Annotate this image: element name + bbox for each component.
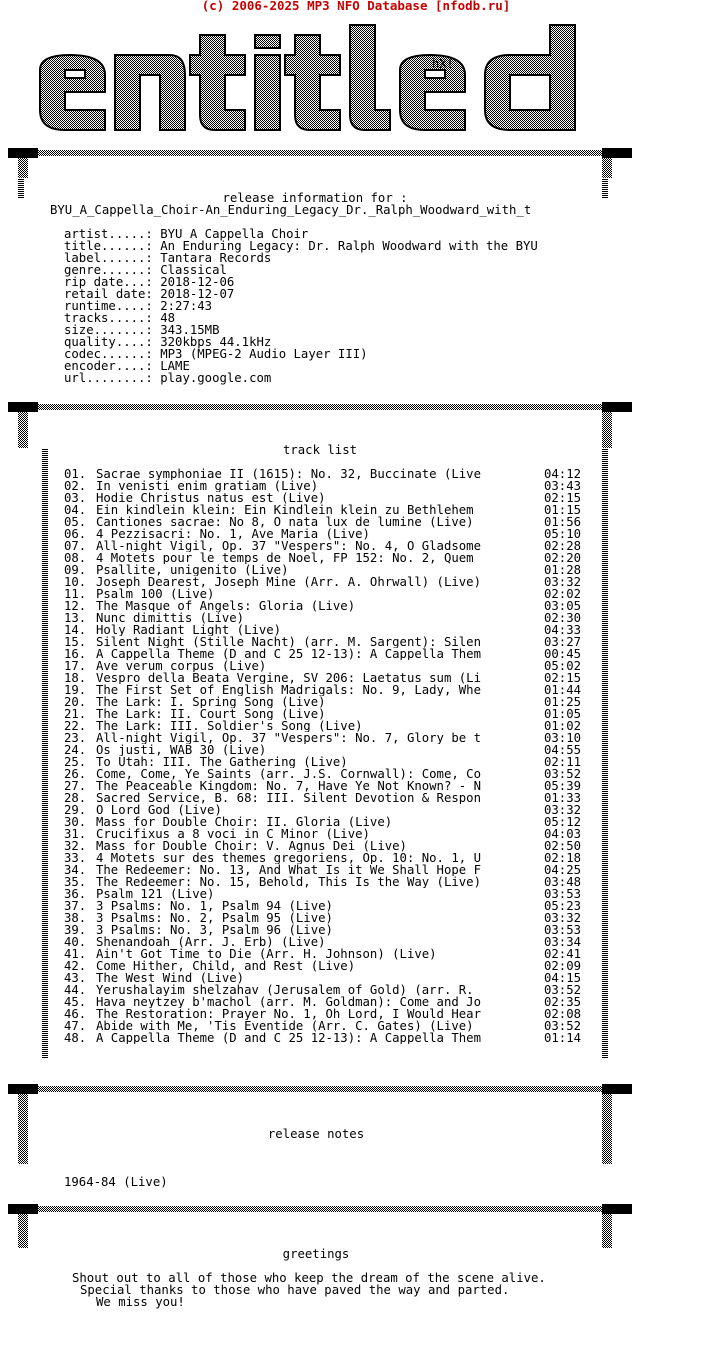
track-title: Mass for Double Choir: V. Agnus Dei (Live) bbox=[96, 840, 407, 852]
track-row bbox=[64, 684, 581, 696]
track-duration: 01:02 bbox=[544, 719, 582, 733]
track-row bbox=[64, 672, 581, 684]
track-title: Abide with Me, 'Tis Eventide (Arr. C. Gates) (Live) bbox=[96, 1020, 474, 1032]
info-field-label: title......: bbox=[64, 239, 153, 253]
track-duration: 05:10 bbox=[544, 527, 582, 541]
track-duration: 04:55 bbox=[544, 743, 582, 757]
track-number: 17. bbox=[64, 659, 87, 673]
track-duration: 00:45 bbox=[544, 647, 582, 661]
track-number: 43. bbox=[64, 971, 87, 985]
track-duration: 01:28 bbox=[544, 563, 582, 577]
track-title: Come, Come, Ye Saints (arr. J.S. Cornwall): Come, Co bbox=[96, 768, 481, 780]
track-title: Sacred Service, B. 68: III. Silent Devotion & Respon bbox=[96, 792, 481, 804]
track-duration: 02:41 bbox=[544, 947, 582, 961]
track-duration: 02:02 bbox=[544, 587, 582, 601]
track-row bbox=[64, 588, 581, 600]
track-number: 02. bbox=[64, 479, 87, 493]
release-notes-heading: release notes bbox=[267, 1127, 365, 1141]
track-row bbox=[64, 768, 581, 780]
track-row bbox=[64, 912, 581, 924]
track-number: 04. bbox=[64, 503, 87, 517]
track-title: The Restoration: Prayer No. 1, Oh Lord, I Would Hear bbox=[96, 1008, 481, 1020]
track-number: 29. bbox=[64, 803, 87, 817]
track-duration: 02:50 bbox=[544, 839, 582, 853]
track-duration: 03:52 bbox=[544, 1019, 582, 1033]
track-duration: 03:53 bbox=[544, 923, 582, 937]
info-field-label: label......: bbox=[64, 251, 153, 265]
track-title: Hodie Christus natus est (Live) bbox=[96, 492, 326, 504]
track-title: Come Hither, Child, and Rest (Live) bbox=[96, 960, 356, 972]
track-duration: 03:34 bbox=[544, 935, 582, 949]
track-row bbox=[64, 516, 581, 528]
track-number: 27. bbox=[64, 779, 87, 793]
track-duration: 02:15 bbox=[544, 491, 582, 505]
track-number: 24. bbox=[64, 743, 87, 757]
info-field-value: 2:27:43 bbox=[160, 299, 213, 313]
track-title: To Utah: III. The Gathering (Live) bbox=[96, 756, 348, 768]
track-title: All-night Vigil, Op. 37 "Vespers": No. 7, Glory be t bbox=[96, 732, 481, 744]
track-duration: 05:23 bbox=[544, 899, 582, 913]
track-number: 33. bbox=[64, 851, 87, 865]
track-title: Ain't Got Time to Die (Arr. H. Johnson) (Live) bbox=[96, 948, 437, 960]
info-field-label: retail date: bbox=[64, 287, 153, 301]
track-number: 36. bbox=[64, 887, 87, 901]
track-number: 18. bbox=[64, 671, 87, 685]
track-title: Silent Night (Stille Nacht) (arr. M. Sargent): Silen bbox=[96, 636, 481, 648]
track-title: A Cappella Theme (D and C 25 12-13): A Cappella Them bbox=[96, 648, 481, 660]
track-duration: 05:39 bbox=[544, 779, 582, 793]
track-title: The Lark: I. Spring Song (Live) bbox=[96, 696, 326, 708]
track-duration: 04:25 bbox=[544, 863, 582, 877]
track-duration: 02:15 bbox=[544, 671, 582, 685]
track-number: 38. bbox=[64, 911, 87, 925]
track-duration: 05:02 bbox=[544, 659, 582, 673]
track-title: Yerushalayim shelzahav (Jerusalem of Gold) (arr. R. bbox=[96, 984, 474, 996]
track-row bbox=[64, 936, 581, 948]
track-number: 22. bbox=[64, 719, 87, 733]
track-number: 06. bbox=[64, 527, 87, 541]
track-number: 13. bbox=[64, 611, 87, 625]
track-duration: 03:27 bbox=[544, 635, 582, 649]
track-duration: 03:52 bbox=[544, 767, 582, 781]
frame-top-release-notes bbox=[8, 1084, 632, 1164]
logo-tag: hX! bbox=[432, 57, 454, 71]
info-field-value: Classical bbox=[160, 263, 227, 277]
info-field-value: BYU A Cappella Choir bbox=[160, 227, 309, 241]
track-duration: 03:52 bbox=[544, 983, 582, 997]
track-number: 34. bbox=[64, 863, 87, 877]
info-field-value: play.google.com bbox=[160, 371, 272, 385]
track-row bbox=[64, 744, 581, 756]
track-title: The Lark: II. Court Song (Live) bbox=[96, 708, 326, 720]
track-duration: 02:35 bbox=[544, 995, 582, 1009]
track-row bbox=[64, 636, 581, 648]
track-row bbox=[64, 1032, 581, 1044]
track-duration: 02:30 bbox=[544, 611, 582, 625]
track-duration: 04:03 bbox=[544, 827, 582, 841]
greetings-line-3: We miss you! bbox=[96, 1295, 185, 1309]
info-field-value: LAME bbox=[160, 359, 190, 373]
track-title: 3 Psalms: No. 3, Psalm 96 (Live) bbox=[96, 924, 333, 936]
info-field-label: runtime....: bbox=[64, 299, 153, 313]
track-duration: 01:33 bbox=[544, 791, 582, 805]
track-title: All-night Vigil, Op. 37 "Vespers": No. 4, O Gladsome bbox=[96, 540, 481, 552]
greetings-line-1: Shout out to all of those who keep the dream of the scene alive. bbox=[72, 1271, 546, 1285]
info-field-value: 48 bbox=[160, 311, 176, 325]
track-number: 09. bbox=[64, 563, 87, 577]
track-row bbox=[64, 888, 581, 900]
track-title: The Redeemer: No. 13, And What Is it We Shall Hope F bbox=[96, 864, 481, 876]
track-row bbox=[64, 528, 581, 540]
track-title: Cantiones sacrae: No 8, O nata lux de lumine (Live) bbox=[96, 516, 474, 528]
track-row bbox=[64, 696, 581, 708]
track-number: 05. bbox=[64, 515, 87, 529]
info-field-label: codec......: bbox=[64, 347, 153, 361]
track-title: O Lord God (Live) bbox=[96, 804, 222, 816]
track-duration: 03:53 bbox=[544, 887, 582, 901]
track-title: The Lark: III. Soldier's Song (Live) bbox=[96, 720, 363, 732]
track-title: Sacrae symphoniae II (1615): No. 32, Buccinate (Live bbox=[96, 468, 481, 480]
track-title: In venisti enim gratiam (Live) bbox=[96, 480, 319, 492]
track-duration: 01:05 bbox=[544, 707, 582, 721]
track-row bbox=[64, 624, 581, 636]
track-duration: 03:05 bbox=[544, 599, 582, 613]
track-row bbox=[64, 948, 581, 960]
track-number: 01. bbox=[64, 467, 87, 481]
track-row bbox=[64, 816, 581, 828]
track-row bbox=[64, 984, 581, 996]
track-number: 46. bbox=[64, 1007, 87, 1021]
track-duration: 03:32 bbox=[544, 803, 582, 817]
info-field-label: artist.....: bbox=[64, 227, 153, 241]
frame-side-left bbox=[42, 448, 48, 1058]
track-duration: 04:33 bbox=[544, 623, 582, 637]
track-duration: 03:32 bbox=[544, 911, 582, 925]
track-number: 23. bbox=[64, 731, 87, 745]
track-row bbox=[64, 972, 581, 984]
frame-top-track-list bbox=[8, 402, 632, 448]
track-row bbox=[64, 1020, 581, 1032]
release-notes-text: 1964-84 (Live) bbox=[64, 1175, 168, 1189]
info-field-label: tracks.....: bbox=[64, 311, 153, 325]
track-duration: 03:32 bbox=[544, 575, 582, 589]
track-duration: 05:12 bbox=[544, 815, 582, 829]
track-number: 30. bbox=[64, 815, 87, 829]
track-row bbox=[64, 480, 581, 492]
track-row bbox=[64, 852, 581, 864]
track-row bbox=[64, 792, 581, 804]
track-row bbox=[64, 732, 581, 744]
track-duration: 01:56 bbox=[544, 515, 582, 529]
track-number: 16. bbox=[64, 647, 87, 661]
track-row bbox=[64, 564, 581, 576]
track-title: The Peaceable Kingdom: No. 7, Have Ye Not Known? - N bbox=[96, 780, 481, 792]
track-title: The First Set of English Madrigals: No. 9, Lady, Whe bbox=[96, 684, 481, 696]
track-number: 10. bbox=[64, 575, 87, 589]
info-field-value: An Enduring Legacy: Dr. Ralph Woodward with the BYU bbox=[160, 239, 538, 253]
frame-top-greetings bbox=[8, 1204, 632, 1248]
track-duration: 02:11 bbox=[544, 755, 582, 769]
track-number: 28. bbox=[64, 791, 87, 805]
track-row bbox=[64, 900, 581, 912]
info-field-value: 343.15MB bbox=[160, 323, 220, 337]
track-number: 31. bbox=[64, 827, 87, 841]
track-number: 20. bbox=[64, 695, 87, 709]
track-number: 07. bbox=[64, 539, 87, 553]
track-row bbox=[64, 492, 581, 504]
info-field-label: quality....: bbox=[64, 335, 153, 349]
track-title: 4 Motets sur des themes gregoriens, Op. 10: No. 1, U bbox=[96, 852, 481, 864]
track-number: 40. bbox=[64, 935, 87, 949]
track-duration: 02:20 bbox=[544, 551, 582, 565]
track-number: 47. bbox=[64, 1019, 87, 1033]
track-title: The Masque of Angels: Gloria (Live) bbox=[96, 600, 356, 612]
greetings-heading: greetings bbox=[282, 1247, 350, 1261]
track-number: 15. bbox=[64, 635, 87, 649]
track-title: 4 Pezzisacri: No. 1, Ave Maria (Live) bbox=[96, 528, 370, 540]
track-title: Shenandoah (Arr. J. Erb) (Live) bbox=[96, 936, 326, 948]
track-row bbox=[64, 864, 581, 876]
info-field-label: genre......: bbox=[64, 263, 153, 277]
frame-top-release-info bbox=[8, 148, 632, 178]
track-number: 03. bbox=[64, 491, 87, 505]
release-name: BYU_A_Cappella_Choir-An_Enduring_Legacy_Dr._Ralph_Woodward_with_t bbox=[50, 203, 532, 217]
entitled-logo bbox=[30, 20, 630, 140]
info-field-label: url........: bbox=[64, 371, 153, 385]
track-row bbox=[64, 780, 581, 792]
track-title: Psallite, unigenito (Live) bbox=[96, 564, 289, 576]
track-title: Hava neytzey b'machol (arr. M. Goldman): Come and Jo bbox=[96, 996, 481, 1008]
info-field-label: encoder....: bbox=[64, 359, 153, 373]
track-title: Os justi, WAB 30 (Live) bbox=[96, 744, 267, 756]
greetings-line-2: Special thanks to those who have paved the way and parted. bbox=[80, 1283, 510, 1297]
track-row bbox=[64, 660, 581, 672]
track-title: Psalm 100 (Live) bbox=[96, 588, 215, 600]
info-field-value: MP3 (MPEG-2 Audio Layer III) bbox=[160, 347, 368, 361]
track-duration: 02:08 bbox=[544, 1007, 582, 1021]
track-number: 11. bbox=[64, 587, 87, 601]
track-title: Crucifixus a 8 voci in C Minor (Live) bbox=[96, 828, 370, 840]
track-title: Psalm 121 (Live) bbox=[96, 888, 215, 900]
track-duration: 01:25 bbox=[544, 695, 582, 709]
track-row bbox=[64, 960, 581, 972]
track-number: 32. bbox=[64, 839, 87, 853]
track-row bbox=[64, 756, 581, 768]
track-duration: 01:44 bbox=[544, 683, 582, 697]
track-number: 19. bbox=[64, 683, 87, 697]
track-number: 44. bbox=[64, 983, 87, 997]
track-number: 35. bbox=[64, 875, 87, 889]
info-field-value: 2018-12-06 bbox=[160, 275, 235, 289]
track-duration: 01:14 bbox=[544, 1031, 582, 1045]
track-duration: 03:48 bbox=[544, 875, 582, 889]
track-duration: 03:43 bbox=[544, 479, 582, 493]
track-title: The West Wind (Live) bbox=[96, 972, 245, 984]
track-number: 14. bbox=[64, 623, 87, 637]
track-number: 45. bbox=[64, 995, 87, 1009]
info-field-row bbox=[64, 372, 271, 384]
track-number: 48. bbox=[64, 1031, 87, 1045]
frame-side-right bbox=[602, 448, 608, 1058]
track-row bbox=[64, 504, 581, 516]
track-title: Ein kindlein klein: Ein Kindlein klein zu Bethlehem bbox=[96, 504, 474, 516]
track-row bbox=[64, 840, 581, 852]
track-row bbox=[64, 828, 581, 840]
track-title: 4 Motets pour le temps de Noel, FP 152: No. 2, Quem bbox=[96, 552, 474, 564]
track-list-heading: track list bbox=[282, 443, 358, 457]
track-number: 37. bbox=[64, 899, 87, 913]
track-duration: 02:18 bbox=[544, 851, 582, 865]
track-row bbox=[64, 600, 581, 612]
track-row bbox=[64, 1008, 581, 1020]
info-field-label: size.......: bbox=[64, 323, 153, 337]
track-title: Vespro della Beata Vergine, SV 206: Laetatus sum (Li bbox=[96, 672, 481, 684]
track-row bbox=[64, 996, 581, 1008]
track-title: Nunc dimittis (Live) bbox=[96, 612, 245, 624]
track-duration: 02:28 bbox=[544, 539, 582, 553]
track-number: 41. bbox=[64, 947, 87, 961]
track-row bbox=[64, 708, 581, 720]
track-duration: 03:10 bbox=[544, 731, 582, 745]
track-row bbox=[64, 648, 581, 660]
track-row bbox=[64, 876, 581, 888]
track-title: Holy Radiant Light (Live) bbox=[96, 624, 282, 636]
track-row bbox=[64, 576, 581, 588]
track-number: 26. bbox=[64, 767, 87, 781]
track-number: 39. bbox=[64, 923, 87, 937]
track-row bbox=[64, 552, 581, 564]
track-title: 3 Psalms: No. 1, Psalm 94 (Live) bbox=[96, 900, 333, 912]
info-field-value: 320kbps 44.1kHz bbox=[160, 335, 272, 349]
track-number: 42. bbox=[64, 959, 87, 973]
info-field-value: Tantara Records bbox=[160, 251, 272, 265]
track-number: 12. bbox=[64, 599, 87, 613]
track-row bbox=[64, 804, 581, 816]
track-title: Ave verum corpus (Live) bbox=[96, 660, 267, 672]
track-row bbox=[64, 924, 581, 936]
track-title: The Redeemer: No. 15, Behold, This Is the Way (Live) bbox=[96, 876, 481, 888]
track-title: 3 Psalms: No. 2, Psalm 95 (Live) bbox=[96, 912, 333, 924]
info-field-label: rip date...: bbox=[64, 275, 153, 289]
track-title: A Cappella Theme (D and C 25 12-13): A Cappella Them bbox=[96, 1032, 481, 1044]
track-row bbox=[64, 720, 581, 732]
track-duration: 04:12 bbox=[544, 467, 582, 481]
track-row bbox=[64, 612, 581, 624]
release-info-heading: release information for : bbox=[222, 191, 408, 205]
track-title: Mass for Double Choir: II. Gloria (Live) bbox=[96, 816, 393, 828]
track-row bbox=[64, 468, 581, 480]
info-field-value: 2018-12-07 bbox=[160, 287, 235, 301]
track-duration: 01:15 bbox=[544, 503, 582, 517]
track-row bbox=[64, 540, 581, 552]
track-title: Joseph Dearest, Joseph Mine (Arr. A. Ohrwall) (Live) bbox=[96, 576, 481, 588]
copyright-line: (c) 2006-2025 MP3 NFO Database [nfodb.ru] bbox=[201, 0, 511, 13]
track-number: 08. bbox=[64, 551, 87, 565]
track-duration: 02:09 bbox=[544, 959, 582, 973]
track-duration: 04:15 bbox=[544, 971, 582, 985]
track-number: 21. bbox=[64, 707, 87, 721]
track-number: 25. bbox=[64, 755, 87, 769]
